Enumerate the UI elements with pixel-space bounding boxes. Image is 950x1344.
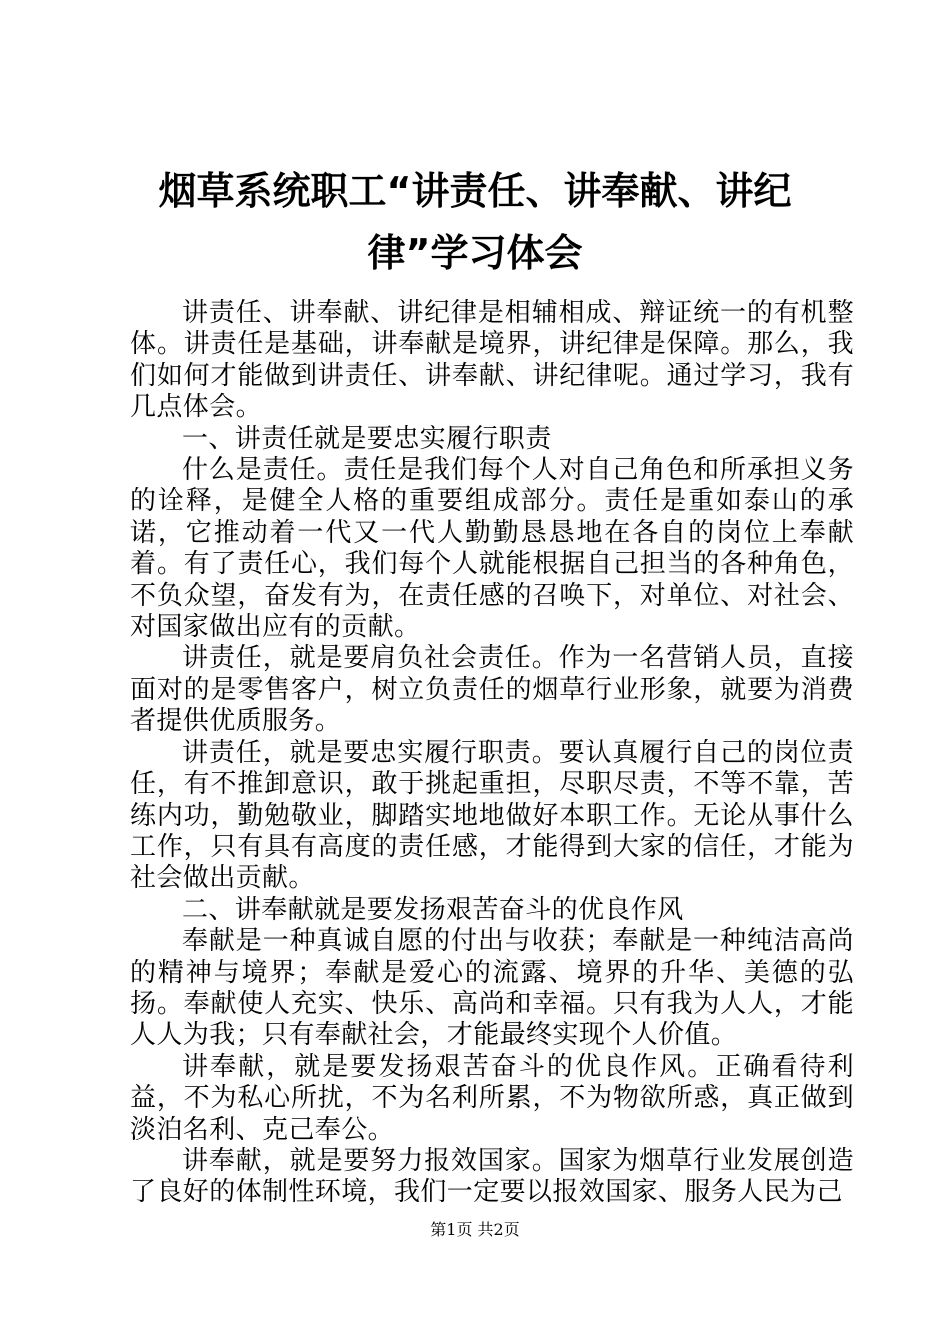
paragraph-what-is-dedication: 奉献是一种真诚自愿的付出与收获；奉献是一种纯洁高尚的精神与境界；奉献是爱心的流露、境界的升华、美德的弘扬。奉献使人充实、快乐、高尚和幸福。只有我为人人，才能人人为我；只有奉献社会，才能最终实现个人价值。 (130, 926, 854, 1051)
paragraph-hard-work: 讲奉献，就是要发扬艰苦奋斗的优良作风。正确看待利益，不为私心所扰，不为名利所累，不为物欲所惑，真正做到淡泊名利、克己奉公。 (130, 1051, 854, 1145)
paragraph-duty: 讲责任，就是要忠实履行职责。要认真履行自己的岗位责任，有不推卸意识，敢于挑起重担，尽职尽责，不等不靠，苦练内功，勤勉敬业，脚踏实地地做好本职工作。无论从事什么工作，只有具有高度的责任感，才能得到大家的信任，才能为社会做出贡献。 (130, 737, 854, 894)
paragraph-social-responsibility: 讲责任，就是要肩负社会责任。作为一名营销人员，直接面对的是零售客户，树立负责任的烟草行业形象，就要为消费者提供优质服务。 (130, 643, 854, 737)
paragraph-what-is-responsibility: 什么是责任。责任是我们每个人对自己角色和所承担义务的诠释，是健全人格的重要组成部分。责任是重如泰山的承诺，它推动着一代又一代人勤勤恳恳地在各自的岗位上奉献着。有了责任心，我们每个人就能根据自己担当的各种角色，不负众望，奋发有为，在责任感的召唤下，对单位、对社会、对国家做出应有的贡献。 (130, 455, 854, 643)
paragraph-intro: 讲责任、讲奉献、讲纪律是相辅相成、辩证统一的有机整体。讲责任是基础，讲奉献是境界，讲纪律是保障。那么，我们如何才能做到讲责任、讲奉献、讲纪律呢。通过学习，我有几点体会。 (130, 298, 854, 423)
section-heading-responsibility: 一、讲责任就是要忠实履行职责 (182, 423, 552, 454)
document-body (130, 298, 854, 1209)
section-heading-dedication: 二、讲奉献就是要发扬艰苦奋斗的优良作风 (182, 894, 684, 925)
page-footer: 第1页 共2页 (430, 1220, 520, 1239)
paragraph-serve-country: 讲奉献，就是要努力报效国家。国家为烟草行业发展创造了良好的体制性环境，我们一定要以报效国家、服务人民为己 (130, 1145, 854, 1208)
document-title: 烟草系统职工“讲责任、讲奉献、讲纪律”学习体会 (158, 169, 792, 275)
